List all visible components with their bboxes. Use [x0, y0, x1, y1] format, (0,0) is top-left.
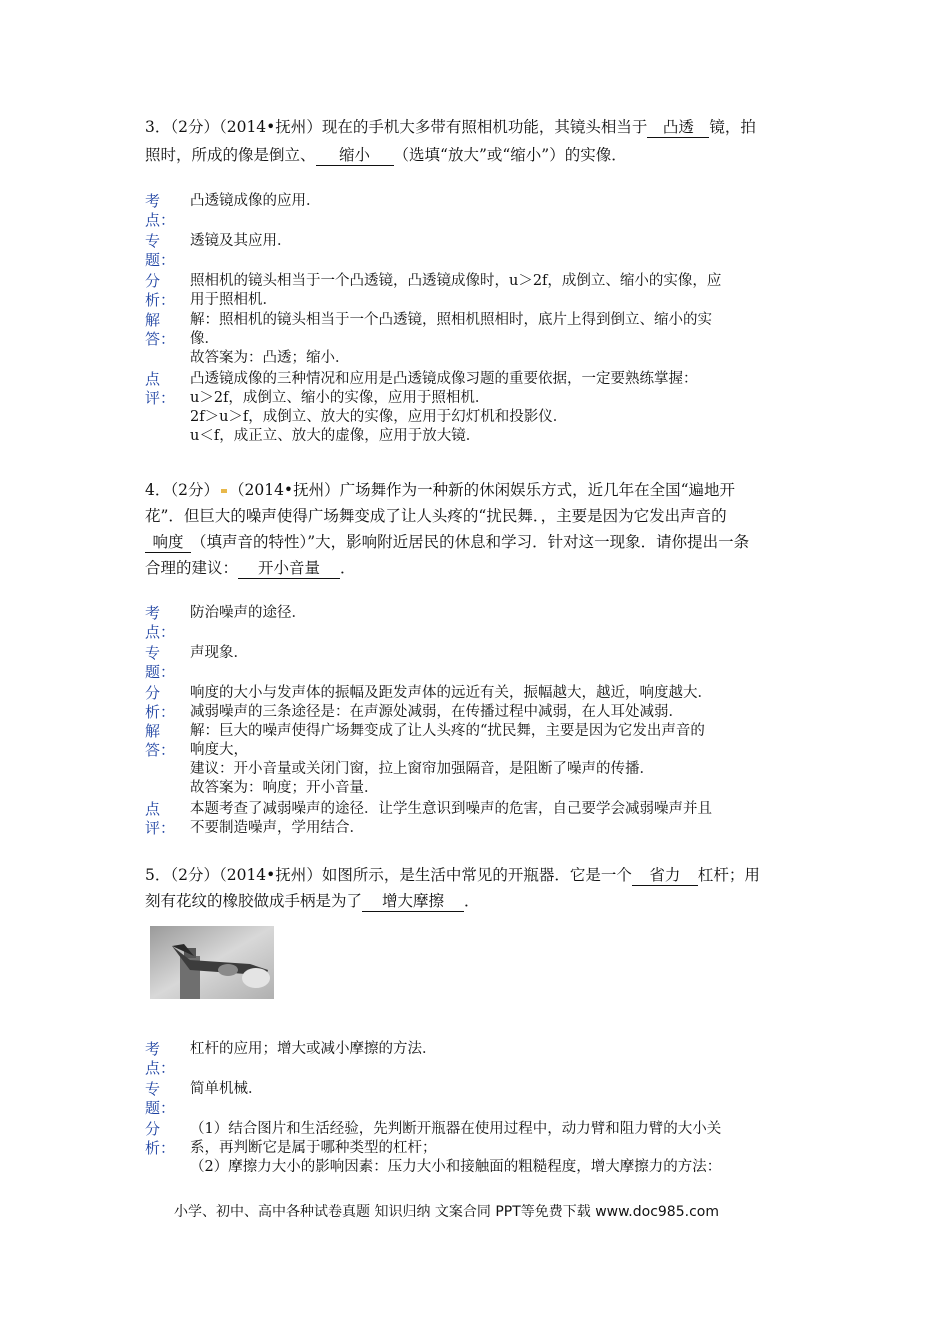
q3-fenxi: 照相机的镜头相当于一个凸透镜，凸透镜成像时，u＞2f，成倒立、缩小的实像，应 用于照相机．	[190, 273, 722, 308]
q4-tag-dianping: 点 评：	[145, 800, 176, 837]
q4-jieda: 解：巨大的噪声使得广场舞变成了让人头疼的“扰民舞，主要是因为它发出声音的 响度大， 建议：开小音量或关闭门窗，拉上窗帘加强隔音，是阻断了噪声的传播． 故答案为：响度；开小音量．	[190, 723, 705, 796]
q3-tag-dianping: 点 评：	[145, 370, 176, 407]
q4-tag-fenxi: 分 析：	[145, 684, 176, 721]
q3-stem-text-3: （选填“放大”或“缩小”）的实像．	[393, 146, 627, 164]
q3-dianping: 凸透镜成像的三种情况和应用是凸透镜成像习题的重要依据，一定要熟练掌握： u＞2f，成倒立、缩小的实像，应用于照相机． 2f＞u＞f，成倒立、放大的实像，应用于幻灯机和投影仪． u＜f，成正立、放大的虚像，应用于放大镜．	[190, 371, 698, 444]
q3-tag-kaodian: 考 点：	[145, 192, 176, 229]
q3-answer-blank-1: 凸透	[647, 117, 709, 138]
q4-kaodian: 防治噪声的途径．	[190, 605, 306, 621]
q5-tag-zhuanti: 专 题：	[145, 1080, 176, 1117]
q3-tag-zhuanti: 专 题：	[145, 232, 176, 269]
q3-tag-jieda: 解 答：	[145, 311, 176, 348]
q3-stem-text: 3．（2分）（2014•抚州）现在的手机大多带有照相机功能，其镜头相当于	[145, 118, 648, 136]
q5-zhuanti: 简单机械．	[190, 1081, 263, 1097]
q4-zhuanti: 声现象．	[190, 645, 248, 661]
q5-stem-line-1: 5．（2分）（2014•抚州）如图所示，是生活中常见的开瓶器．它是一个 省力 杠杆；用	[145, 866, 760, 884]
q3-stem-line-2	[145, 142, 627, 168]
q3-jieda: 解：照相机的镜头相当于一个凸透镜，照相机照相时，底片上得到倒立、缩小的实 像． 故答案为：凸透；缩小．	[190, 312, 712, 366]
q3-stem-text-end: 镜，拍	[709, 118, 756, 136]
q5-fenxi: （1）结合图片和生活经验，先判断开瓶器在使用过程中，动力臂和阻力臂的大小关 系，再判断它是属于哪种类型的杠杆； （2）摩擦力大小的影响因素：压力大小和接触面的粗糙程度，增大摩擦力的方法：	[190, 1121, 722, 1175]
q5-tag-fenxi: 分 析：	[145, 1120, 176, 1157]
q3-stem-text-2: 照时，所成的像是倒立、	[145, 146, 316, 164]
highlight-mark-icon	[221, 489, 227, 493]
q4-stem-line-4: 合理的建议： 开小音量 ．	[145, 559, 356, 577]
footer-advert: 小学、初中、高中各种试卷真题 知识归纳 文案合同 PPT等免费下载 www.doc985.com	[174, 1204, 719, 1220]
q3-stem-line-1	[145, 114, 756, 140]
q3-answer-blank-2: 缩小	[316, 145, 394, 166]
q4-tag-jieda: 解 答：	[145, 722, 176, 759]
q4-stem-line-1: 4．（2分） （2014•抚州）广场舞作为一种新的休闲娱乐方式，近几年在全国“遍地开	[145, 481, 735, 499]
q4-dianping: 本题考查了减弱噪声的途径．让学生意识到噪声的危害，自己要学会减弱噪声并且 不要制造噪声，学用结合．	[190, 801, 712, 836]
q4-answer-blank-1: 响度	[145, 532, 191, 553]
q4-fenxi: 响度的大小与发声体的振幅及距发声体的远近有关，振幅越大，越近，响度越大． 减弱噪声的三条途径是：在声源处减弱，在传播过程中减弱，在人耳处减弱．	[190, 685, 712, 720]
q3-kaodian: 凸透镜成像的应用．	[190, 193, 321, 209]
q4-stem-line-2: 花”．但巨大的噪声使得广场舞变成了让人头疼的“扰民舞．，主要是因为它发出声音的	[145, 507, 727, 525]
q4-tag-kaodian: 考 点：	[145, 604, 176, 641]
q3-tag-fenxi: 分 析：	[145, 272, 176, 309]
q3-zhuanti: 透镜及其应用．	[190, 233, 292, 249]
bottle-opener-photo	[150, 926, 274, 999]
q4-answer-blank-2: 开小音量	[238, 558, 340, 579]
q5-answer-blank-2: 增大摩擦	[362, 891, 464, 912]
q5-stem-line-2: 刻有花纹的橡胶做成手柄是为了 增大摩擦 ．	[145, 892, 480, 910]
q5-answer-blank-1: 省力	[632, 865, 698, 886]
q4-tag-zhuanti: 专 题：	[145, 644, 176, 681]
q5-tag-kaodian: 考 点：	[145, 1040, 176, 1077]
q4-stem-line-3: 响度 （填声音的特性）”大，影响附近居民的休息和学习．针对这一现象．请你提出一条	[145, 529, 749, 555]
q5-kaodian: 杠杆的应用；增大或减小摩擦的方法．	[190, 1041, 437, 1057]
